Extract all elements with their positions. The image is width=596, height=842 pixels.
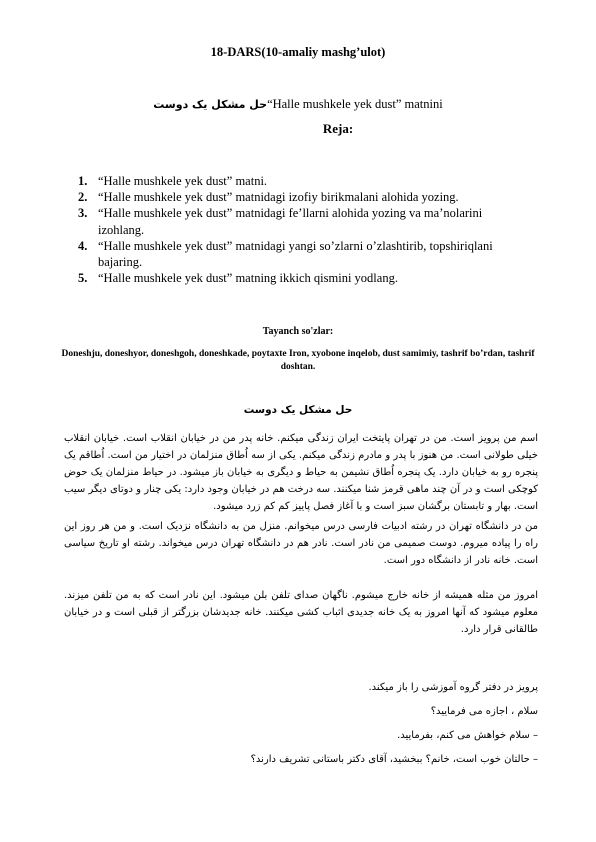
- plan-item-text: “Halle mushkele yek dust” matnidagi fe’llarni alohida yozing va ma’nolarini izohlang.: [98, 206, 483, 237]
- plan-item-text: “Halle mushkele yek dust” matning ikkich qismini yodlang.: [98, 271, 398, 286]
- subtitle-latin: “Halle mushkele yek dust” matnini: [267, 97, 443, 111]
- plan-item-text: “Halle mushkele yek dust” matni.: [98, 174, 268, 188]
- story-paragraph-1: اسم من پرویز است. من در تهران پایتخت ایران زندگی میکنم. خانه پدر من در خیابان انقلاب است. خیابان انقلاب خیلی طولانی است. من هنوز با پدر و مادرم زندگی میکنم. یکی از سه اُطاق منزلمان در اختیار من است. اُطاقم یک پنجره رو به خیابان دارد. یک پنجره اُطاق نشیمن به حیاط و دیگری به خیابان باز میشود. در حیاط منزلمان یک حوض کوچکی است و در آن چند ماهی قرمز شنا میکنند. سه درخت هم در خیابان وجود دارد: یکی چنار و دوتای دیگر سیب است. بهار و تابستان برگشان سبز است و با آغاز فصل پاییز کم کم زرد میشود.: [64, 433, 538, 512]
- dialogue-line: – سلام خواهش می کنم، بفرمایید.: [397, 730, 538, 741]
- keywords-heading: Tayanch so'zlar:: [262, 326, 334, 337]
- plan-list: [78, 173, 518, 286]
- dialogue-line: پرویز در دفتر گروه آموزشی را باز میکند.: [368, 682, 538, 693]
- plan-item-number: 4.: [78, 238, 88, 253]
- plan-item-text: “Halle mushkele yek dust” matnidagi yangi so’zlarni o’zlashtirib, topshiriqlani bajaring.: [98, 238, 493, 270]
- plan-item: [78, 270, 518, 286]
- plan-item: [78, 189, 518, 205]
- lesson-title: 18-DARS(10-amaliy mashg’ulot): [210, 45, 386, 59]
- plan-item-text: “Halle mushkele yek dust” matnidagi izofiy birikmalani alohida yozing.: [98, 190, 459, 205]
- dialogue-line: سلام ، اجازه می فرمایید؟: [430, 706, 538, 717]
- story-paragraph-3: امروز من مثله همیشه از خانه خارج میشوم. ناگهان صدای تلفن بلن میشود. این نادر است که به من تلفن میزند. معلوم میشود که آنها امروز به یک خانه جدیدی اثباب کشی میکنند. خانه جدیدشان بزرگتر از قبلی است و در خیابان طالقانی قرار دارد.: [64, 590, 538, 635]
- plan-item-number: 5.: [78, 271, 88, 286]
- plan-item-number: 1.: [78, 174, 88, 188]
- subtitle-persian: حل مشکل یک دوست: [153, 98, 268, 111]
- lesson-subtitle: [0, 97, 596, 112]
- plan-item-number: 2.: [78, 190, 88, 205]
- plan-item: [78, 205, 518, 237]
- plan-item: [78, 173, 518, 189]
- plan-item-number: 3.: [78, 206, 88, 221]
- dialogue-line: – حالتان خوب است، خانم؟ ببخشید، آقای دکتر باستانی تشریف دارند؟: [250, 754, 538, 765]
- story-title: حل مشکل یک دوست: [243, 404, 353, 416]
- plan-heading: Reja:: [322, 121, 354, 136]
- keywords-text: Doneshju, doneshyor, doneshgoh, doneshkade, poytaxte Iron, xyobone inqelob, dust samimiy, tashrif bo’rdan, tashrif doshtan.: [61, 349, 535, 372]
- story-paragraph-2: من در دانشگاه تهران در رشته ادبیات فارسی درس میخوانم. منزل من به دانشگاه نزدیک است. و من هر روز این راه را پیاده میروم. دوست صمیمی من نادر است. نادر هم در دانشگاه تهران درس میخواند. رشته او تاریخ سیاسی است. خانه نادر از دانشگاه دور است.: [64, 521, 538, 566]
- plan-item: [78, 238, 518, 270]
